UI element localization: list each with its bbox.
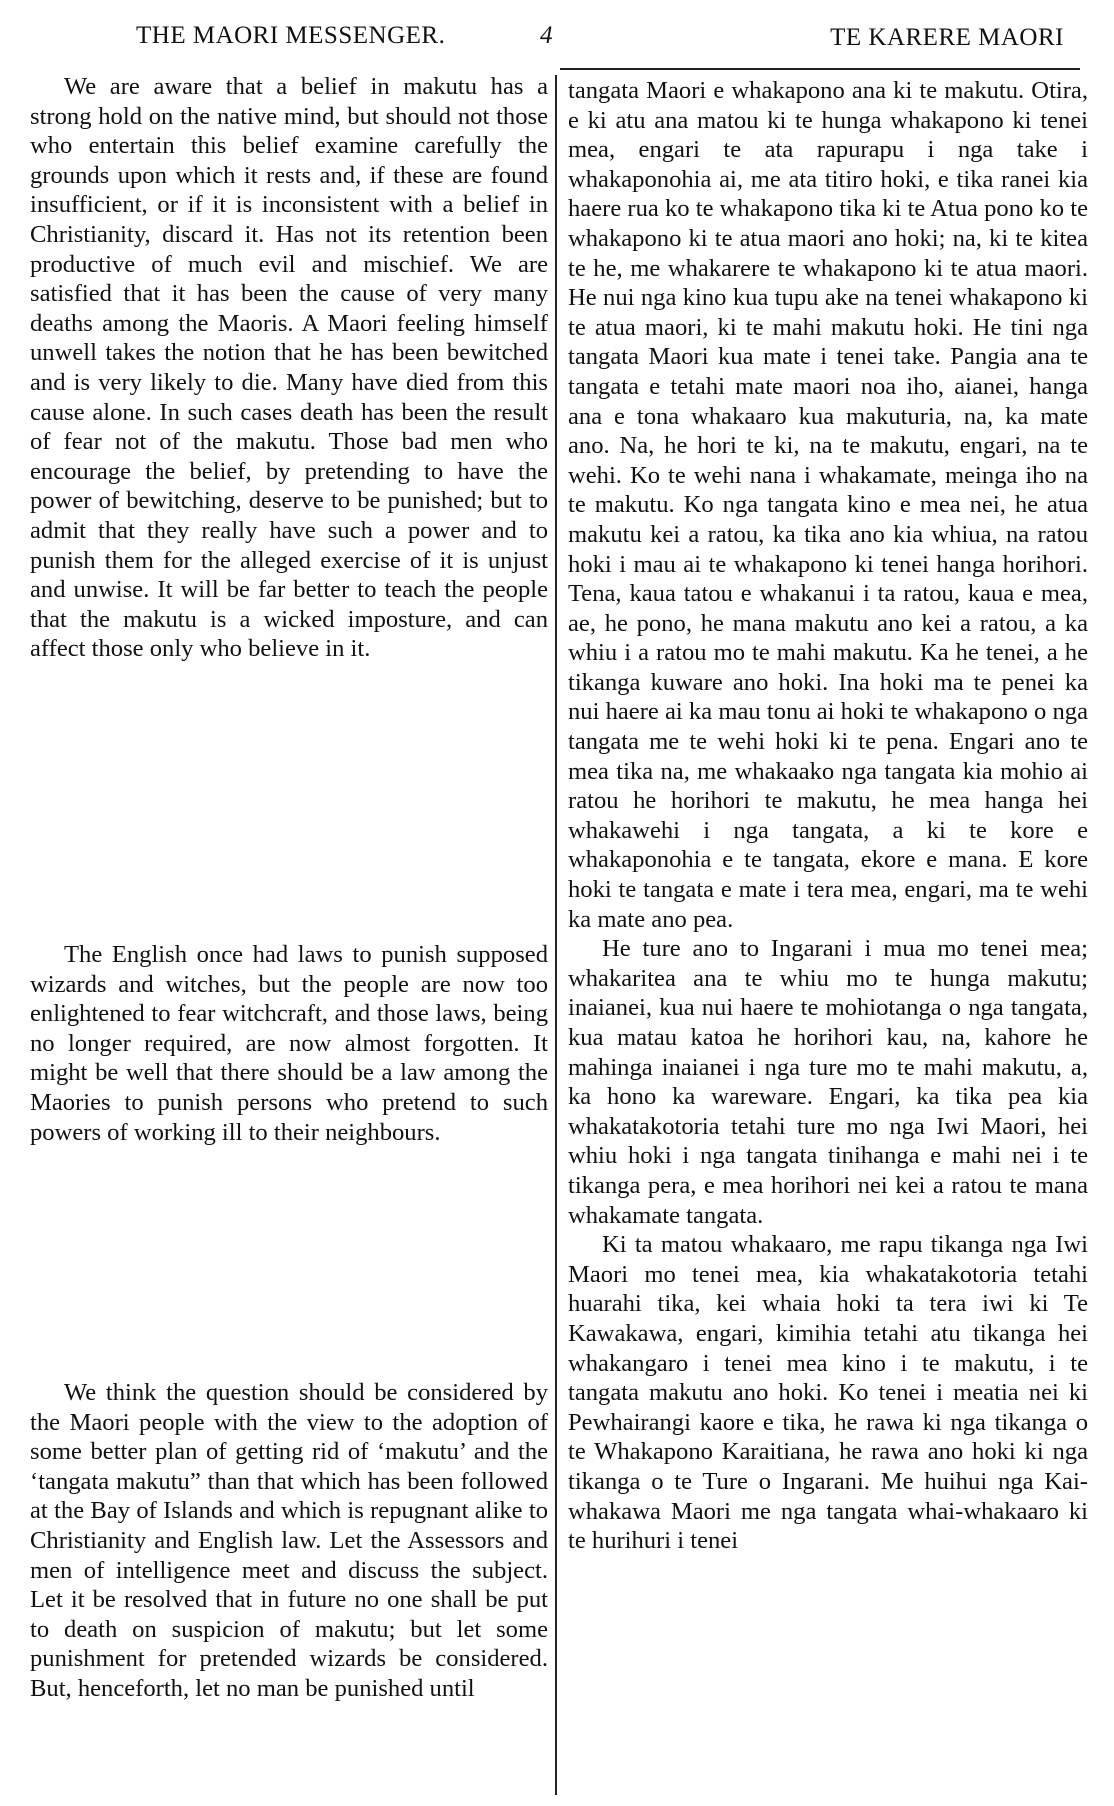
paragraph-text: The English once had laws to punish supposed wizards and witches, but the people are now too enlightened to fear witchcraft, and those laws, being no longer required, are now almost forgotten. It might be well that there should be a law among the Maories to punish persons who pretend to such powers of working ill to their neighbours. xyxy=(30,941,548,1146)
header-english-title: THE MAORI MESSENGER. xyxy=(136,22,446,49)
page-number: 4 xyxy=(540,22,553,49)
maori-column xyxy=(568,76,1088,1556)
maori-paragraph-2: He ture ano to Ingarani i mua mo tenei mea; whakaritea ana te whiu mo te hunga makutu; inaianei, kua nui haere te mohiotanga o nga tangata, kua matau katoa he horihori kau, na, kahore he mahinga inaianei i nga ture mo te mahi makutu, a, ka hono ka wareware. Engari, ka tika pea kia whakatakotoria tetahi ture mo nga Iwi Maori, hei whiu hoki i nga tangata tinihanga e mahi nei i te tikanga pera, e mea horihori nei kei a ratou te mana whakamate tangata. xyxy=(568,935,1088,1229)
header-rule xyxy=(560,68,1080,70)
column-divider xyxy=(555,75,557,1795)
english-paragraph-1 xyxy=(30,72,548,664)
english-paragraph-2 xyxy=(30,940,548,1147)
paragraph-text: We are aware that a belief in makutu has a strong hold on the native mind, but should not those who entertain this belief examine carefully the grounds upon which it rests and, if these are found insufficient, or if it is inconsistent with a belief in Christianity, discard it. Has not its retention been productive of much evil and mischief. We are satisfied that it has been the cause of very many deaths among the Maoris. A Maori feeling himself unwell takes the notion that he has been bewitched and is very likely to die. Many have died from this cause alone. In such cases death has been the result of fear not of the makutu. Those bad men who encourage the belief, by pretending to have the power of bewitching, deserve to be punished; but to admit that they really have such a power and to punish them for the alleged exercise of it is unjust and unwise. It will be far better to teach the people that the makutu is a wicked imposture, and can affect those only who believe in it. xyxy=(30,73,548,663)
maori-paragraph-3: Ki ta matou whakaaro, me rapu tikanga nga Iwi Maori mo tenei mea, kia whakatakotoria tetahi huarahi tika, kei whaia hoki ta tera iwi ki Te Kawakawa, engari, kimihia tetahi atu tikanga hei whakangaro i tenei mea kino i te makutu, i te tangata makutu ano hoki. Ko tenei i meatia nei ki Pewhairangi kaore e tika, he rawa ki nga tikanga o te Whakapono Karaitiana, he rawa ano hoki ki nga tikanga o te Ture o Ingarani. Me huihui nga Kai-whakawa Maori me nga tangata whai-whakaaro ki te hurihuri i tenei xyxy=(568,1231,1088,1555)
header-maori-title: TE KARERE MAORI xyxy=(830,24,1064,51)
maori-paragraph-1: tangata Maori e whakapono ana ki te makutu. Otira, e ki atu ana matou ki te hunga whakapono ki tenei mea, engari te ata rapurapu i nga take i whakaponohia ai, me ata titiro hoki, e tika ranei kia haere rua ko te whakapono tika ki te Atua pono ko te whakapono ki te atua maori ano hoki; na, ki te kitea te he, me whakarere te whakapono ki te atua maori. He nui nga kino kua tupu ake na tenei whakapono ki te atua maori, ki te mahi makutu hoki. He tini nga tangata Maori kua mate i tenei take. Pangia ana te tangata e tetahi mate maori noa iho, aianei, hanga ana e tona whakaaro kua makuturia, na, ka mate ano. Na, he hori te ki, na te makutu, engari, na te wehi. Ko te wehi nana i whakamate, meinga iho na te makutu. Ko nga tangata kino e mea nei, he atua makutu kei a ratou, ka tika ano kia whiua, na ratou hoki i mau ai te whakapono ki tenei hanga horihori. Tena, kaua tatou e whakanui i ta ratou, kaua e mea, ae, he pono, he mana makutu ano kei a ratou, a ka whiu i a ratou mo te mahi makutu. Ka he tenei, a he tikanga kuware ano hoki. Ina hoki ma te penei ka nui haere ai ka mau tonu ai hoki te whakapono o nga tangata me te wehi hoki ki te pena. Engari ano te mea tika na, me whakaako nga tangata kia mohio ai ratou he horihori te makutu, he mea hanga hei whakawehi i nga tangata, a ki te kore e whakaponohia e te tangata, ekore e mana. E kore hoki te tangata e mate i tera mea, engari, ma te wehi ka mate ano pea. xyxy=(568,77,1088,933)
paragraph-text: We think the question should be considered by the Maori people with the view to the adoption of some better plan of getting rid of ‘makutu’ and the ‘tangata makutu” than that which has been followed at the Bay of Islands and which is repugnant alike to Christianity and English law. Let the Assessors and men of intelligence meet and discuss the subject. Let it be resolved that in future no one shall be put to death on suspicion of makutu; but let some punishment for pretended wizards be considered. But, henceforth, let no man be punished until xyxy=(30,1379,548,1702)
page-header xyxy=(30,18,1084,58)
english-paragraph-3 xyxy=(30,1378,548,1704)
